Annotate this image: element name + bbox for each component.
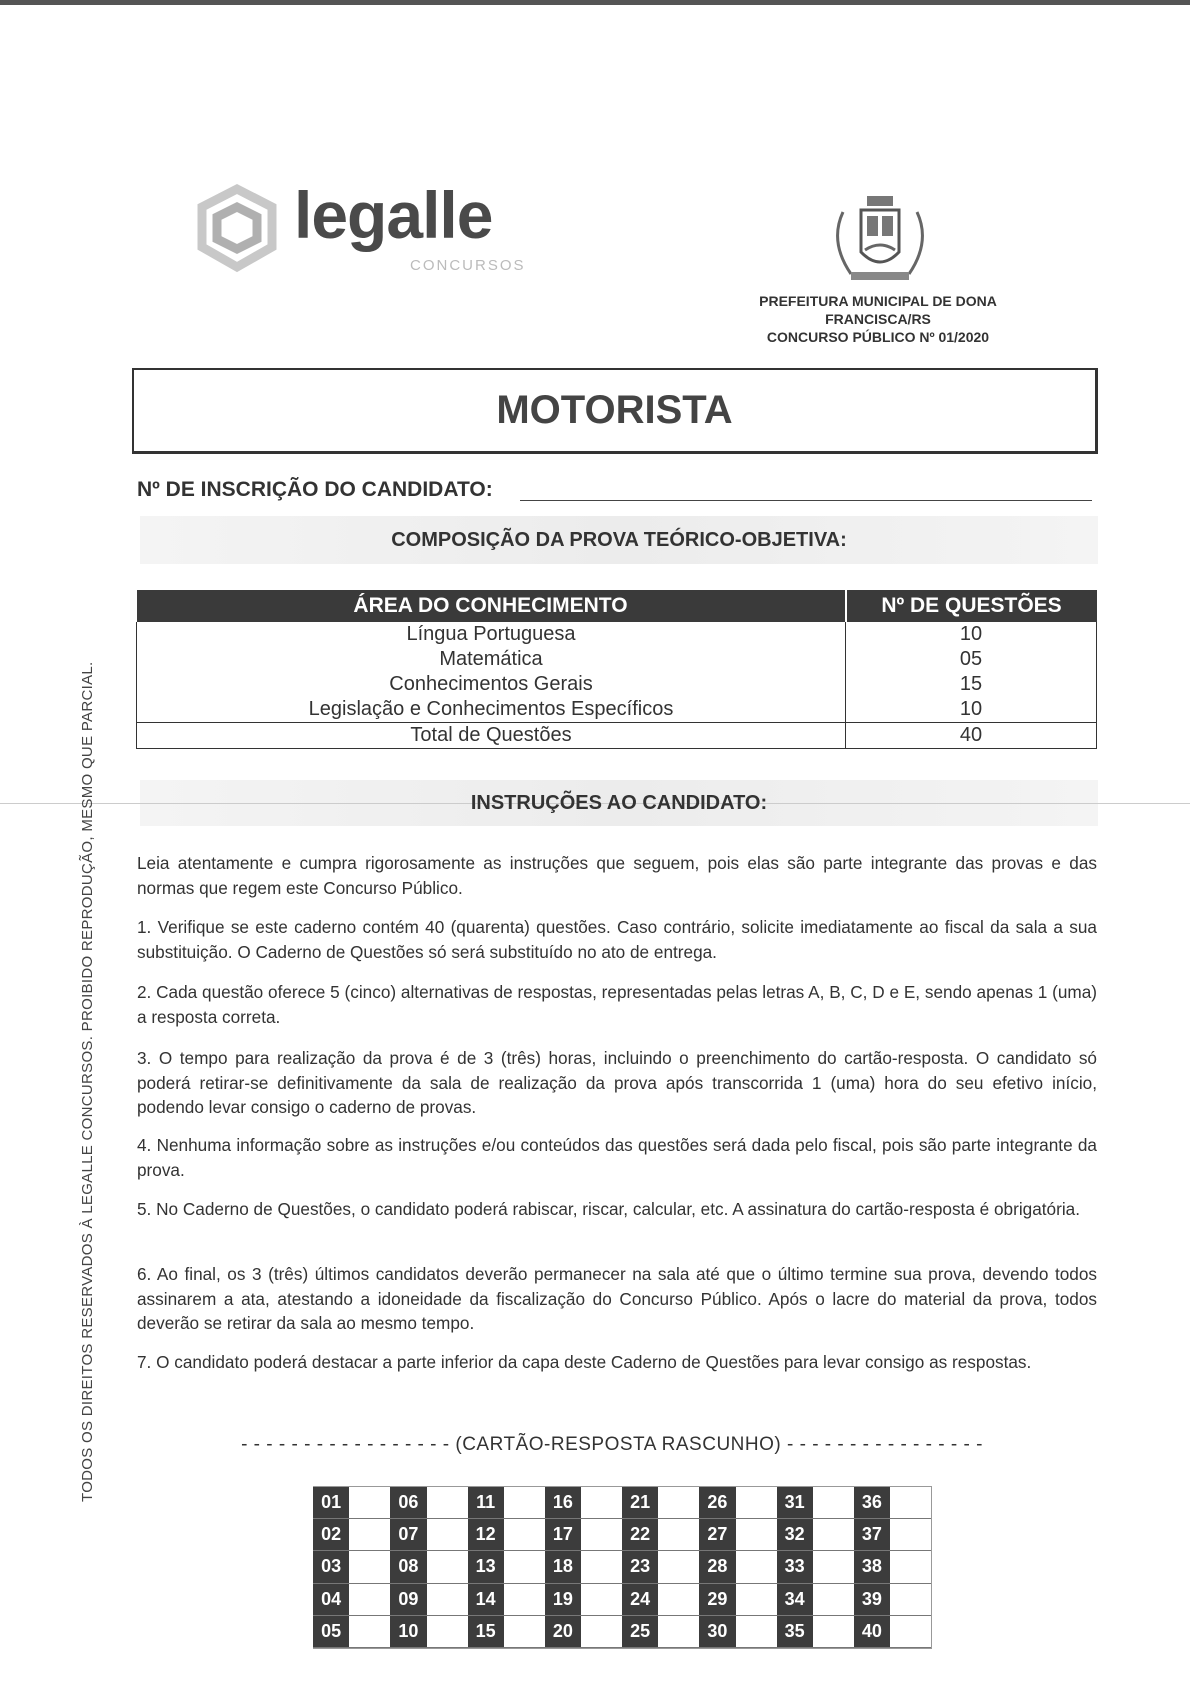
answer-cell — [622, 1487, 699, 1519]
composition-table — [136, 590, 1097, 749]
question-number: 30 — [699, 1616, 735, 1647]
question-number: 18 — [545, 1551, 581, 1582]
question-number: 15 — [468, 1616, 504, 1647]
question-number: 38 — [854, 1551, 890, 1582]
answer-field[interactable] — [581, 1551, 622, 1582]
answer-field[interactable] — [658, 1487, 699, 1518]
answer-field[interactable] — [736, 1584, 777, 1615]
answer-field[interactable] — [504, 1487, 545, 1518]
answer-cell — [313, 1616, 390, 1648]
answer-field[interactable] — [581, 1519, 622, 1550]
question-number: 03 — [313, 1551, 349, 1582]
column-header-area: ÁREA DO CONHECIMENTO — [137, 590, 846, 622]
answer-field[interactable] — [349, 1519, 390, 1550]
answer-field[interactable] — [658, 1584, 699, 1615]
total-count: 40 — [846, 723, 1097, 749]
question-number: 14 — [468, 1584, 504, 1615]
answer-field[interactable] — [504, 1551, 545, 1582]
copyright-notice: TODOS OS DIREITOS RESERVADOS À LEGALLE CONCURSOS. PROIBIDO REPRODUÇÃO, MESMO QUE PARCIAL. — [79, 661, 96, 1502]
answer-cell — [622, 1551, 699, 1583]
answer-grid — [313, 1486, 932, 1649]
answer-field[interactable] — [349, 1584, 390, 1615]
answer-cell — [313, 1551, 390, 1583]
answer-cell — [545, 1584, 622, 1616]
question-number: 13 — [468, 1551, 504, 1582]
answer-field[interactable] — [349, 1551, 390, 1582]
instruction-paragraph: 2. Cada questão oferece 5 (cinco) alternativas de respostas, representadas pelas letras A, B, C, D e E, sendo apenas 1 (uma) a resposta correta. — [137, 982, 1097, 1027]
question-number: 27 — [699, 1519, 735, 1550]
answer-field[interactable] — [813, 1616, 854, 1647]
question-number: 12 — [468, 1519, 504, 1550]
answer-field[interactable] — [427, 1584, 468, 1615]
question-number: 28 — [699, 1551, 735, 1582]
legalle-logo — [182, 177, 542, 287]
question-number: 05 — [313, 1616, 349, 1647]
answer-cell — [777, 1519, 854, 1551]
answer-cell — [854, 1487, 931, 1519]
answer-field[interactable] — [427, 1551, 468, 1582]
question-number: 39 — [854, 1584, 890, 1615]
logo-subtext: CONCURSOS — [410, 257, 526, 274]
answer-cell — [622, 1519, 699, 1551]
count-cell: 15 — [846, 672, 1097, 697]
question-number: 11 — [468, 1487, 504, 1518]
exam-title-box — [132, 368, 1098, 454]
answer-cell — [313, 1487, 390, 1519]
answer-cell — [777, 1487, 854, 1519]
answer-field[interactable] — [658, 1551, 699, 1582]
question-number: 24 — [622, 1584, 658, 1615]
question-number: 29 — [699, 1584, 735, 1615]
question-number: 34 — [777, 1584, 813, 1615]
answer-cell — [854, 1519, 931, 1551]
table-row — [137, 697, 1097, 723]
question-number: 31 — [777, 1487, 813, 1518]
answer-cell — [545, 1551, 622, 1583]
question-number: 37 — [854, 1519, 890, 1550]
answer-field[interactable] — [890, 1519, 931, 1550]
area-cell: Conhecimentos Gerais — [137, 672, 846, 697]
answer-field[interactable] — [736, 1616, 777, 1647]
instruction-paragraph: 4. Nenhuma informação sobre as instruções e/ou conteúdos das questões será dada pelo fiscal, pois são parte integrante da prova. — [137, 1135, 1097, 1180]
answer-field[interactable] — [813, 1551, 854, 1582]
logo-cube-icon — [182, 177, 292, 287]
instruction-paragraph: 5. No Caderno de Questões, o candidato poderá rabiscar, riscar, calcular, etc. A assinatura do cartão-resposta é obrigatória. — [137, 1199, 1080, 1219]
answer-cell — [699, 1519, 776, 1551]
answer-field[interactable] — [890, 1551, 931, 1582]
question-number: 22 — [622, 1519, 658, 1550]
answer-cell — [854, 1584, 931, 1616]
question-number: 33 — [777, 1551, 813, 1582]
question-number: 26 — [699, 1487, 735, 1518]
question-number: 35 — [777, 1616, 813, 1647]
logo-wordmark: legalle — [294, 178, 493, 252]
question-number: 25 — [622, 1616, 658, 1647]
top-border — [0, 0, 1190, 5]
question-number: 08 — [390, 1551, 426, 1582]
area-cell: Matemática — [137, 647, 846, 672]
question-number: 01 — [313, 1487, 349, 1518]
answer-cell — [545, 1519, 622, 1551]
table-total-row — [137, 723, 1097, 749]
answer-cell — [622, 1584, 699, 1616]
question-number: 10 — [390, 1616, 426, 1647]
answer-field[interactable] — [890, 1616, 931, 1647]
answer-cell — [699, 1487, 776, 1519]
answer-cell — [390, 1551, 467, 1583]
answer-cell — [777, 1551, 854, 1583]
answer-field[interactable] — [813, 1519, 854, 1550]
answer-cell — [468, 1551, 545, 1583]
count-cell: 10 — [846, 622, 1097, 647]
question-number: 36 — [854, 1487, 890, 1518]
org-line: CONCURSO PÚBLICO Nº 01/2020 — [766, 329, 990, 345]
answer-field[interactable] — [736, 1487, 777, 1518]
area-cell: Língua Portuguesa — [137, 622, 846, 647]
answer-field[interactable] — [427, 1616, 468, 1647]
organization-info — [720, 292, 1036, 346]
answer-cell — [777, 1584, 854, 1616]
answer-cell — [699, 1616, 776, 1648]
instruction-paragraph: 3. O tempo para realização da prova é de 3 (três) horas, incluindo o preenchimento do cartão-resposta. O candidato só poderá retirar-se definitivamente da sala de realização da prova após transcorrida 1 (uma) hora do seu efetivo início, podendo levar consigo o caderno de provas. — [137, 1048, 1097, 1117]
answer-field[interactable] — [349, 1616, 390, 1647]
answer-cell — [390, 1584, 467, 1616]
answer-cell — [313, 1584, 390, 1616]
question-number: 09 — [390, 1584, 426, 1615]
question-number: 40 — [854, 1616, 890, 1647]
total-label: Total de Questões — [137, 723, 846, 749]
answer-cell — [313, 1519, 390, 1551]
answer-cell — [390, 1519, 467, 1551]
question-number: 16 — [545, 1487, 581, 1518]
question-number: 17 — [545, 1519, 581, 1550]
question-number: 21 — [622, 1487, 658, 1518]
answer-field[interactable] — [504, 1519, 545, 1550]
answer-cell — [854, 1551, 931, 1583]
question-number: 23 — [622, 1551, 658, 1582]
answer-field[interactable] — [504, 1616, 545, 1647]
answer-field[interactable] — [504, 1584, 545, 1615]
answer-field[interactable] — [736, 1519, 777, 1550]
answer-sheet-label: - - - - - - - - - - - - - - - - - (CARTÃO-RESPOSTA RASCUNHO) - - - - - - - - - - - - - - - - — [241, 1434, 983, 1455]
question-number: 19 — [545, 1584, 581, 1615]
answer-field[interactable] — [658, 1616, 699, 1647]
answer-field[interactable] — [581, 1616, 622, 1647]
answer-field[interactable] — [581, 1487, 622, 1518]
answer-field[interactable] — [427, 1487, 468, 1518]
answer-cell — [468, 1616, 545, 1648]
answer-cell — [468, 1487, 545, 1519]
answer-cell — [468, 1584, 545, 1616]
exam-title: MOTORISTA — [496, 388, 733, 432]
answer-cell — [777, 1616, 854, 1648]
table-row — [137, 672, 1097, 697]
answer-cell — [390, 1616, 467, 1648]
registration-field[interactable] — [520, 500, 1092, 501]
answer-cell — [545, 1487, 622, 1519]
org-line: FRANCISCA/RS — [825, 311, 931, 327]
answer-field[interactable] — [890, 1584, 931, 1615]
column-header-count: Nº DE QUESTÕES — [846, 590, 1097, 622]
instruction-paragraph: 6. Ao final, os 3 (três) últimos candidatos deverão permanecer na sala até que o último termine sua prova, devendo todos assinarem a ata, atestando a idoneidade da fiscalização do Concurso Público. Após o lacre do material da prova, todos deverão se retirar da sala ao mesmo tempo. — [137, 1264, 1097, 1333]
coat-of-arms-icon — [821, 192, 939, 286]
answer-cell — [390, 1487, 467, 1519]
org-line: PREFEITURA MUNICIPAL DE DONA — [759, 293, 997, 309]
answer-field[interactable] — [813, 1584, 854, 1615]
instruction-paragraph: 7. O candidato poderá destacar a parte inferior da capa deste Caderno de Questões para levar consigo as respostas. — [137, 1352, 1032, 1372]
question-number: 07 — [390, 1519, 426, 1550]
count-cell: 10 — [846, 697, 1097, 723]
answer-field[interactable] — [427, 1519, 468, 1550]
table-row — [137, 647, 1097, 672]
instructions-heading: INSTRUÇÕES AO CANDIDATO: — [470, 792, 768, 814]
answer-field[interactable] — [813, 1487, 854, 1518]
instruction-paragraph: Leia atentamente e cumpra rigorosamente as instruções que seguem, pois elas são parte integrante das provas e das normas que regem este Concurso Público. — [137, 853, 1097, 898]
answer-field[interactable] — [736, 1551, 777, 1582]
answer-field[interactable] — [349, 1487, 390, 1518]
instruction-paragraph: 1. Verifique se este caderno contém 40 (quarenta) questões. Caso contrário, solicite imediatamente ao fiscal da sala a sua substituição. O Caderno de Questões só será substituído no ato de entrega. — [137, 917, 1097, 962]
answer-cell — [622, 1616, 699, 1648]
answer-cell — [854, 1616, 931, 1648]
composition-heading: COMPOSIÇÃO DA PROVA TEÓRICO-OBJETIVA: — [391, 529, 847, 551]
answer-cell — [545, 1616, 622, 1648]
answer-field[interactable] — [890, 1487, 931, 1518]
answer-field[interactable] — [581, 1584, 622, 1615]
area-cell: Legislação e Conhecimentos Específicos — [137, 697, 846, 723]
table-row — [137, 622, 1097, 647]
answer-field[interactable] — [658, 1519, 699, 1550]
answer-cell — [468, 1519, 545, 1551]
question-number: 06 — [390, 1487, 426, 1518]
question-number: 32 — [777, 1519, 813, 1550]
question-number: 02 — [313, 1519, 349, 1550]
count-cell: 05 — [846, 647, 1097, 672]
question-number: 20 — [545, 1616, 581, 1647]
question-number: 04 — [313, 1584, 349, 1615]
registration-label: Nº DE INSCRIÇÃO DO CANDIDATO: — [137, 478, 493, 501]
table-header-row — [137, 590, 1097, 622]
answer-cell — [699, 1584, 776, 1616]
answer-cell — [699, 1551, 776, 1583]
municipal-crest — [821, 192, 939, 286]
